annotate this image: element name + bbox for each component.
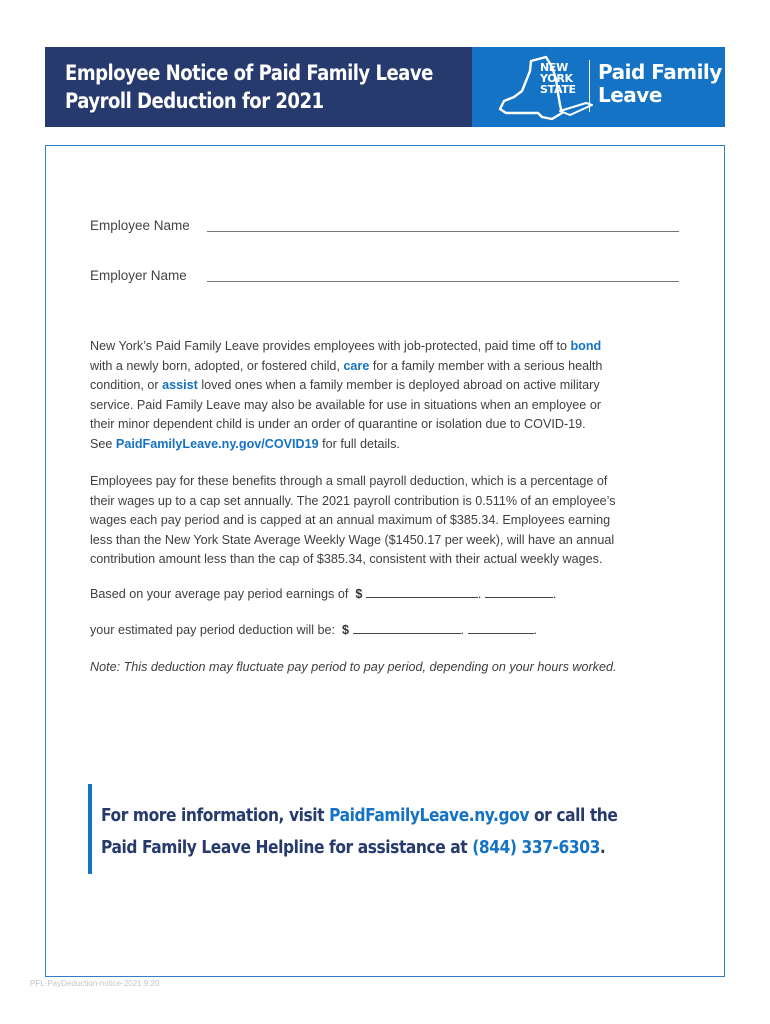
payroll-deduction-paragraph: Employees pay for these benefits through a small payroll deduction, which is a percentage of their wages up to a cap set annually. The 2021 payroll contribution is 0.511% of an employee’s wages each pay period and is capped at an annual maximum of $385.34. Employees earning less than the New York State Average Weekly Wage ($1450.17 per week), will have an annual contribution amount less than the cap of $385.34, consistent with their actual weekly wages. [90,474,616,566]
paragraph-text: their minor dependent child is under an order of quarantine or isolation due to COVID-19. [90,417,586,431]
earnings-dollar-sign: $ [355,587,363,601]
website-link[interactable]: PaidFamilyLeave.ny.gov [329,805,530,826]
paragraph-text: See [90,436,116,451]
logo-divider [589,60,590,112]
paid-family-leave-logo: Paid Family Leave [598,60,722,107]
paragraph-text: New York’s Paid Family Leave provides employees with job-protected, paid time off to [90,339,571,353]
deduction-row [90,623,537,637]
highlight-term: assist [162,378,198,392]
new-york-state-wordmark: NEW YORK STATE [540,61,576,96]
form-code: PFL-PayDeduction-notice-2021 9.20 [30,979,160,988]
paragraph-text: condition, or [90,378,163,392]
earnings-period: . [552,587,557,601]
earnings-cents-field[interactable] [485,597,553,598]
deduction-dollar-sign: $ [342,623,350,637]
earnings-row [90,587,556,601]
highlight-term: bond [570,339,602,353]
paragraph-text: for full details. [318,436,400,451]
deduction-label: your estimated pay period deduction will be: [90,623,336,637]
deduction-note: Note: This deduction may fluctuate pay period to pay period, depending on your hours worked. [90,660,617,674]
employer-name-label: Employer Name [90,268,187,283]
title-line-2: Payroll Deduction for 2021 [65,89,324,113]
employee-name-label: Employee Name [90,218,190,233]
highlight-term: care [343,358,370,373]
helpline-phone-link[interactable]: (844) 337-6303 [472,837,600,858]
earnings-dollars-field[interactable] [366,597,478,598]
more-info-callout: For more information, visit PaidFamilyLeave.ny.gov or call the Paid Family Leave Helpline for assistance at (844) 337-6303. [101,805,618,858]
paragraph-text: with a newly born, adopted, or fostered child, [90,358,344,373]
employer-name-field[interactable] [207,281,679,282]
benefits-paragraph [90,337,690,454]
paragraph-text: loved ones when a family member is deployed abroad on active military [197,378,600,392]
paragraph-text: for a family member with a serious health [369,358,603,373]
earnings-label: Based on your average pay period earnings of [90,587,349,601]
header-title-banner [45,47,472,127]
highlight-term[interactable]: PaidFamilyLeave.ny.gov/COVID19 [115,436,319,451]
deduction-decimal: . [460,623,465,637]
earnings-decimal: . [477,587,482,601]
info-accent-bar [88,784,92,874]
paragraph-text: service. Paid Family Leave may also be available for use in situations when an employee or [90,397,602,412]
title-line-1: Employee Notice of Paid Family Leave [65,61,433,85]
deduction-dollars-field[interactable] [353,633,461,634]
deduction-period: . [533,623,538,637]
employee-name-field[interactable] [207,231,679,232]
deduction-cents-field[interactable] [468,633,534,634]
